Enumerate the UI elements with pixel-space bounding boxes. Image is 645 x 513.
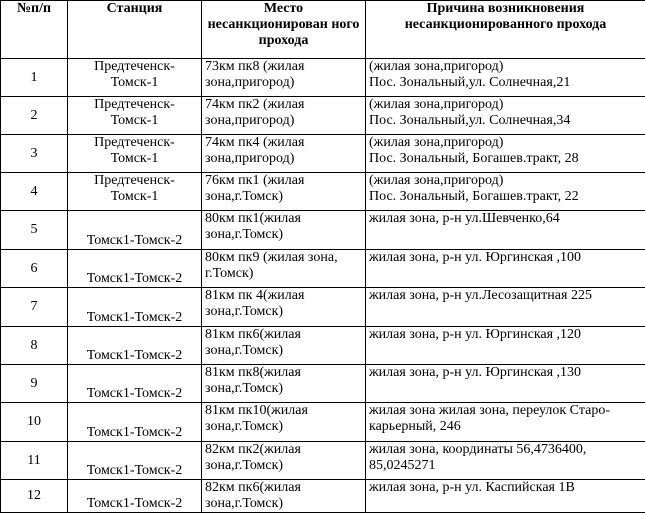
row-place: 82км пк2(жилая зона,г.Томск) — [202, 442, 366, 480]
table-row — [1, 97, 645, 135]
row-num: 10 — [1, 403, 68, 442]
row-station: Томск1-Томск-2 — [68, 288, 202, 327]
row-place: 73км пк8 (жилая зона,пригород) — [202, 59, 366, 97]
row-num: 11 — [1, 442, 68, 480]
row-reason: жилая зона, р-н ул. Юргинская ,120 — [366, 327, 645, 365]
row-place: 76км пк1 (жилая зона,г.Томск) — [202, 173, 366, 211]
reason-line-1: (жилая зона,пригород) — [369, 135, 503, 150]
reason-line-2: Пос. Зональный,ул. Солнечная,34 — [369, 113, 570, 128]
row-place: 81км пк8(жилая зона,г.Томск) — [202, 365, 366, 403]
header-place: Место несанкционирован ного прохода — [202, 1, 366, 59]
reason-line-2: Пос. Зональный,ул. Солнечная,21 — [369, 75, 570, 90]
row-num: 5 — [1, 211, 68, 250]
table-row — [1, 250, 645, 288]
table-row — [1, 59, 645, 97]
row-station: Томск1-Томск-2 — [68, 365, 202, 403]
row-place: 80км пк9 (жилая зона, г.Томск) — [202, 250, 366, 288]
row-reason — [366, 173, 645, 211]
reason-line-2: Пос. Зональный, Богашев.тракт, 28 — [369, 151, 579, 166]
row-num: 6 — [1, 250, 68, 288]
row-place: 74км пк4 (жилая зона,пригород) — [202, 135, 366, 173]
row-num: 1 — [1, 59, 68, 97]
row-station: Томск1-Томск-2 — [68, 480, 202, 513]
row-place: 74км пк2 (жилая зона,пригород) — [202, 97, 366, 135]
table-row — [1, 365, 645, 403]
row-station: Томск1-Томск-2 — [68, 403, 202, 442]
row-reason: жилая зона, координаты 56,4736400, 85,0245271 — [366, 442, 645, 480]
table-row — [1, 327, 645, 365]
table-row — [1, 442, 645, 480]
row-num: 7 — [1, 288, 68, 327]
row-place: 81км пк 4(жилая зона,г.Томск) — [202, 288, 366, 327]
row-reason — [366, 135, 645, 173]
table-row — [1, 211, 645, 250]
row-reason: жилая зона, р-н ул.Шевченко,64 — [366, 211, 645, 250]
reason-line-1: (жилая зона,пригород) — [369, 59, 503, 74]
row-num: 3 — [1, 135, 68, 173]
row-station: Предтеченск-Томск-1 — [68, 173, 202, 211]
row-num: 8 — [1, 327, 68, 365]
reason-line-1: (жилая зона,пригород) — [369, 97, 503, 112]
row-num: 9 — [1, 365, 68, 403]
row-reason: жилая зона жилая зона, переулок Старо-карьерный, 246 — [366, 403, 645, 442]
row-num: 12 — [1, 480, 68, 513]
row-num: 4 — [1, 173, 68, 211]
row-reason — [366, 97, 645, 135]
table-row — [1, 288, 645, 327]
row-place: 81км пк10(жилая зона,г.Томск) — [202, 403, 366, 442]
row-place: 81км пк6(жилая зона,г.Томск) — [202, 327, 366, 365]
row-reason: жилая зона, р-н ул. Каспийская 1В — [366, 480, 645, 513]
row-station: Предтеченск-Томск-1 — [68, 135, 202, 173]
reason-line-1: (жилая зона,пригород) — [369, 173, 503, 188]
row-reason: жилая зона, р-н ул.Лесозащитная 225 — [366, 288, 645, 327]
table-row — [1, 480, 645, 513]
row-place: 82км пк6(жилая зона,г.Томск) — [202, 480, 366, 513]
header-num: №п/п — [1, 1, 68, 59]
row-station: Томск1-Томск-2 — [68, 250, 202, 288]
reason-line-2: Пос. Зональный, Богашев.тракт, 22 — [369, 189, 579, 204]
table-header-row — [1, 1, 645, 59]
table-row — [1, 173, 645, 211]
row-place: 80км пк1(жилая зона,г.Томск) — [202, 211, 366, 250]
row-station: Предтеченск-Томск-1 — [68, 97, 202, 135]
table-row — [1, 403, 645, 442]
row-num: 2 — [1, 97, 68, 135]
row-station: Предтеченск-Томск-1 — [68, 59, 202, 97]
row-station: Томск1-Томск-2 — [68, 442, 202, 480]
row-reason — [366, 59, 645, 97]
row-reason: жилая зона, р-н ул. Юргинская ,130 — [366, 365, 645, 403]
row-station: Томск1-Томск-2 — [68, 327, 202, 365]
header-reason: Причина возникновения несанкционированного прохода — [366, 1, 645, 59]
header-station: Станция — [68, 1, 202, 59]
row-station: Томск1-Томск-2 — [68, 211, 202, 250]
table-row — [1, 135, 645, 173]
row-reason: жилая зона, р-н ул. Юргинская ,100 — [366, 250, 645, 288]
